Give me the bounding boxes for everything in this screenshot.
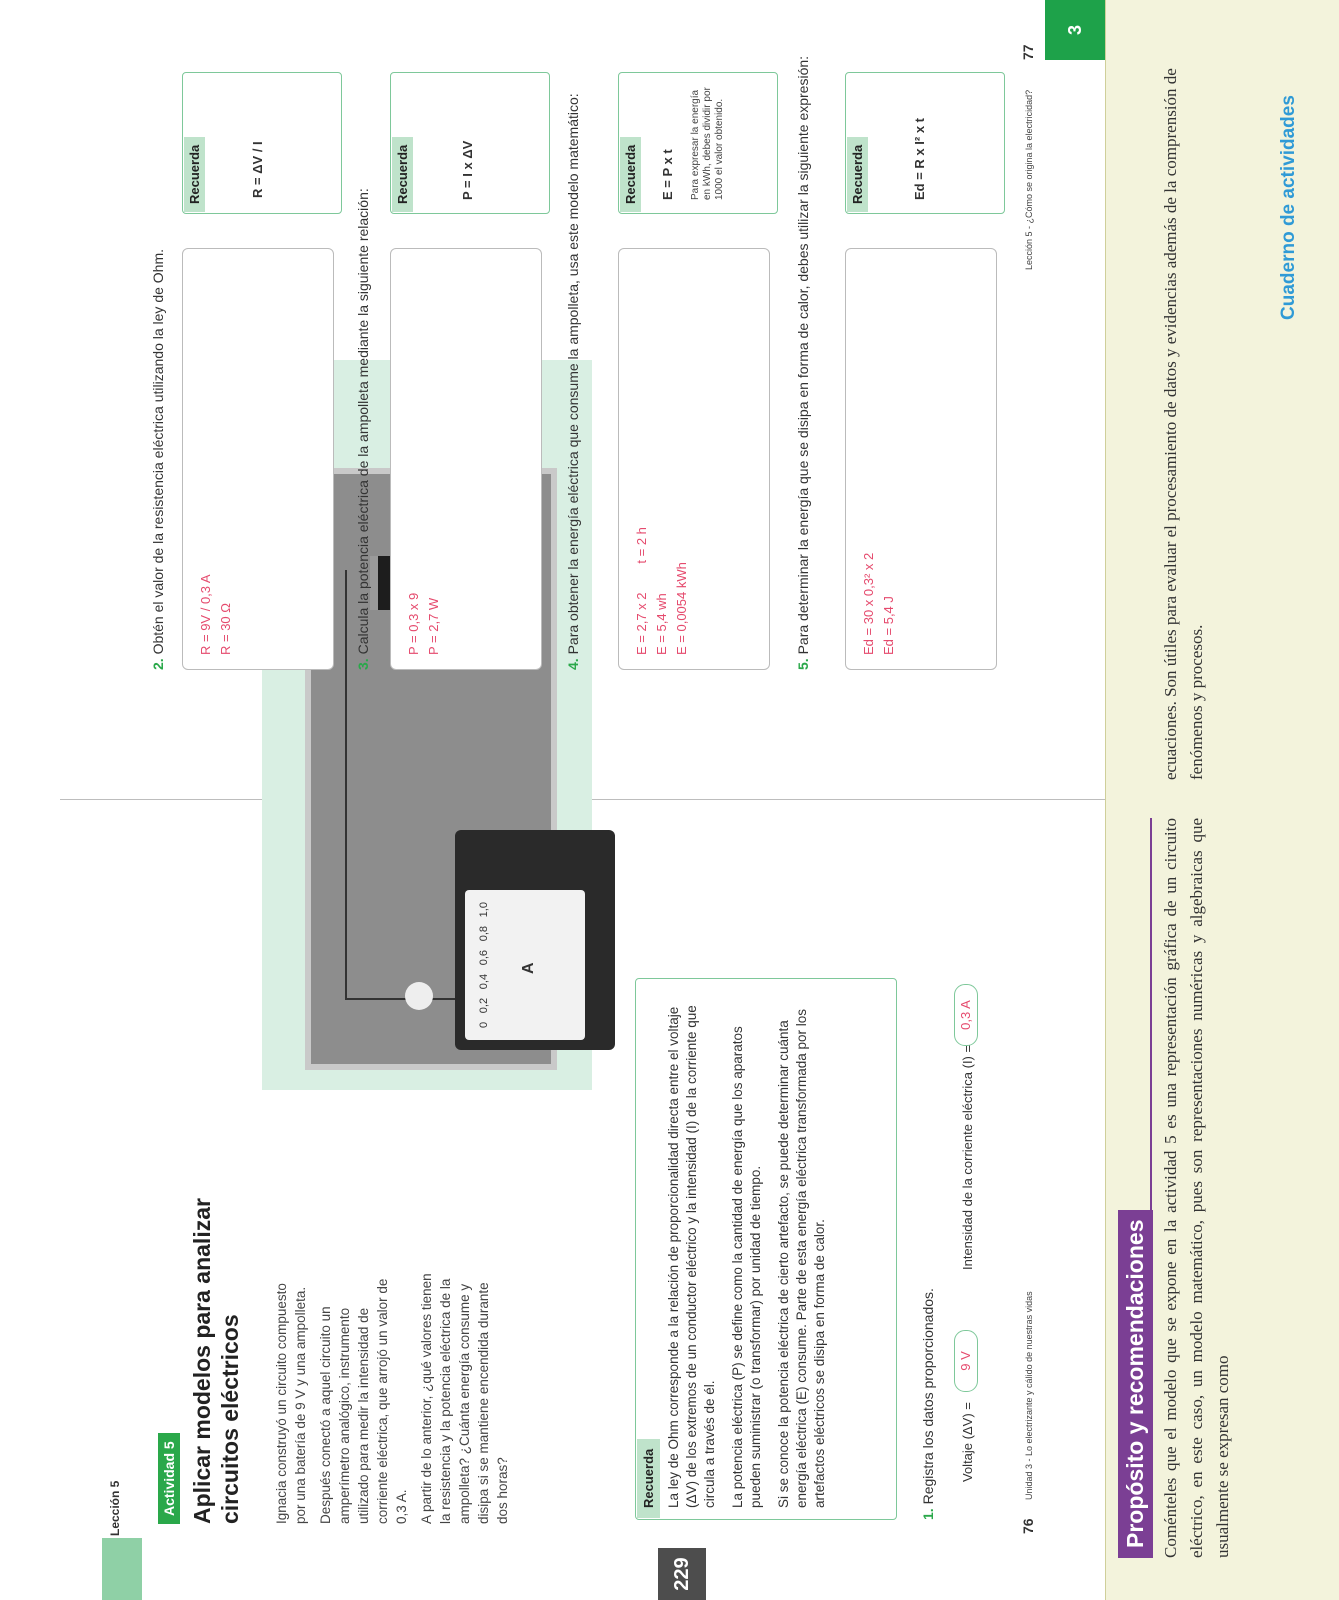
page-number-left: 76 [1020,1518,1036,1534]
question-number: 5. [795,658,811,670]
footer-left: Unidad 3 - Lo electrizante y cálido de nuestras vidas [1024,1291,1034,1500]
question-text: Para determinar la energía que se disipa en forma de calor, debes utilizar la siguiente expresión: [795,55,811,655]
question-1 [920,1288,936,1520]
answer-line: Ed = 5,4 J [881,596,896,655]
answer-line: Ed = 30 x 0,3² x 2 [861,552,876,655]
answer-line: E = 5,4 wh [654,593,669,655]
ammeter-tick: 0 [478,1021,490,1028]
question-text: Calcula la potencia eléctrica de la ampolleta mediante la siguiente relación: [355,188,371,655]
ammeter-unit: A [520,962,537,974]
answer-text [404,593,444,655]
current-field[interactable]: 0,3 A [954,984,978,1046]
page-number-right: 77 [1020,44,1036,60]
recuerda-note: Para expresar la energía en kWh, debes dividir por 1000 el valor obtenido. [690,87,725,200]
recuerda-label: Recuerda [184,137,205,212]
question-number: 4. [565,658,581,670]
ammeter-tick: 0,8 [478,926,490,942]
leccion-tab [102,1538,142,1600]
formula: Ed = R x I² x t [912,118,927,200]
purpose-text-right: ecuaciones. Son útiles para evaluar el procesamiento de datos y evidencias además de la comprensión de fenómenos y procesos. [1161,68,1206,780]
activity-title: Aplicar modelos para analizar circuitos eléctricos [189,1198,243,1524]
voltage-field[interactable]: 9 V [954,1330,978,1392]
bulb-icon [405,982,433,1010]
formula: P = I x ΔV [460,140,475,200]
ammeter-tick: 1,0 [478,902,490,918]
purpose-text-left: Coménteles que el modelo que se expone en la actividad 5 es una representación gráfica de un circuito eléctrico, en este caso, un modelo matemático, pues son representaciones numéricas y algebraicas que usualmente se expresan como [1161,818,1232,1558]
recuerda-paragraph: Si se conoce la potencia eléctrica de cierto artefacto, se puede determinar cuánta energía eléctrica (E) consume. Parte de esta energía eléctrica transformada por los artefactos eléctricos se disipa en forma de calor. [776,1009,827,1508]
intro-paragraph: Ignacia construyó un circuito compuesto por una batería de 9 V y una ampolleta. [274,1283,308,1524]
formula: R = ΔV / I [250,141,265,198]
cuaderno-link[interactable]: Cuaderno de actividades [1278,95,1299,320]
question-3 [355,30,371,670]
recuerda-label: Recuerda [847,137,868,212]
ammeter-tick: 0,4 [478,973,490,990]
recuerda-text [665,988,839,1508]
page-badge: 229 [658,1548,706,1600]
question-2 [150,30,166,670]
answer-line: R = 30 Ω [218,603,233,655]
heading-rule [1150,818,1152,1558]
answer-text [196,574,236,655]
recuerda-paragraph: La ley de Ohm corresponde a la relación de proporcionalidad directa entre el voltaje (ΔV) de los extremos de un conductor eléctrico y la intensidad (I) de la corriente que circula a través de él. [666,1005,717,1508]
circuit-wire [345,570,347,1000]
question-number: 1. [920,1508,936,1520]
intro-text [272,1264,518,1524]
current-label: Intensidad de la corriente eléctrica (I) = [960,1044,975,1270]
answer-text [859,553,899,655]
answer-line: E = 2,7 x 2 t = 2 h [634,527,649,655]
purpose-heading: Propósito y recomendaciones [1118,1210,1153,1558]
footer-right: Lección 5 - ¿Cómo se origina la electricidad? [1024,89,1034,270]
ammeter-tick: 0,2 [478,997,490,1014]
question-4 [565,30,581,670]
chapter-tab: 3 [1045,0,1105,60]
ammeter-scale [478,902,490,1028]
actividad-badge: Actividad 5 [158,1433,180,1524]
question-5 [795,30,811,670]
answer-line: E = 0,0054 kWh [674,562,689,655]
intro-paragraph: A partir de lo anterior, ¿qué valores tienen la resistencia y la potencia eléctrica de la ampolleta? ¿Cuánta energía consume y disipa si se mantiene encendida durante dos horas? [419,1273,510,1524]
leccion-label: Lección 5 [108,1480,122,1536]
intro-paragraph: Después conectó a aquel circuito un amperímetro analógico, instrumento utilizado para medir la intensidad de corriente eléctrica, que arrojó un valor de 0,3 A. [318,1278,409,1524]
formula: E = P x t [660,149,675,200]
recuerda-label: Recuerda [620,137,641,212]
answer-line: P = 2,7 W [426,597,441,655]
recuerda-paragraph: La potencia eléctrica (P) se define como la cantidad de energía que los aparatos pueden suministrar (o transformar) por unidad de tiempo. [730,1026,763,1508]
question-text: Registra los datos proporcionados. [920,1288,936,1505]
recuerda-label: Recuerda [392,137,413,212]
answer-line: R = 9V / 0,3 A [198,574,213,655]
answer-text [632,527,692,655]
ammeter-tick: 0,6 [478,949,490,966]
question-number: 2. [150,658,166,670]
voltage-label: Voltaje (ΔV) = [960,1402,975,1482]
question-text: Obtén el valor de la resistencia eléctrica utilizando la ley de Ohm. [150,248,166,655]
question-text: Para obtener la energía eléctrica que consume la ampolleta, usa este modelo matemático: [565,93,581,655]
question-number: 3. [355,658,371,670]
recuerda-label: Recuerda [637,1439,660,1518]
answer-line: P = 0,3 x 9 [406,592,421,655]
